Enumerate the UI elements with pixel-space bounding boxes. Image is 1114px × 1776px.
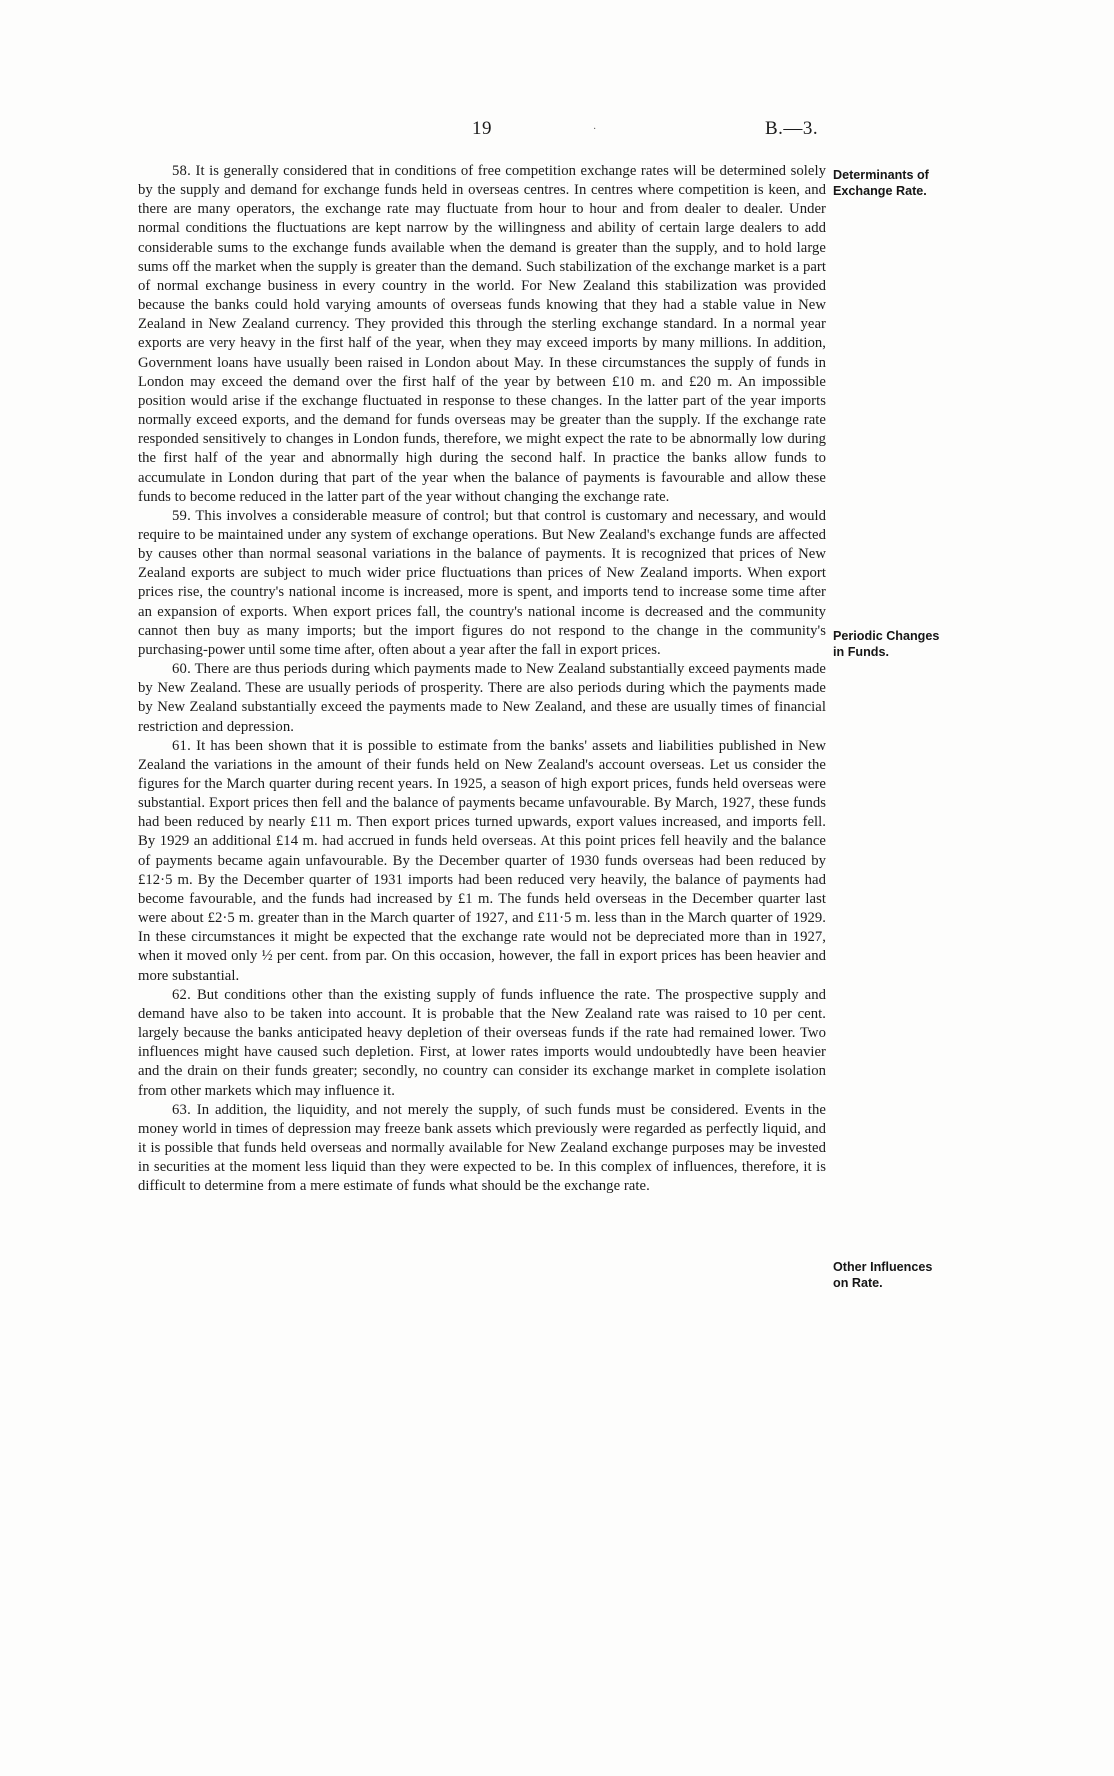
side-note-line: Other Influences (833, 1260, 933, 1274)
page-header (0, 118, 1114, 148)
paragraph-text: It has been shown that it is possible to estimate from the banks' assets and liabilities published in New Zealand the variations in the amount of their funds held on New Zealand's account overseas. Let us consider the figures for the March quarter during recent years. In 1925, a season of high export prices, funds held overseas were substantial. Export prices then fell and the balance of payments became unfavourable. By March, 1927, these funds had been reduced by nearly £11 m. Then export prices turned upwards, export values increased, and imports fell. By 1929 an additional £14 m. had accrued in funds held overseas. At this point prices fell heavily and the balance of payments became again unfavourable. By the December quarter of 1930 funds overseas had been reduced by £12·5 m. By the December quarter of 1931 imports had been reduced very heavily, the balance of payments had become favourable, and the funds had increased by £1 m. The funds held overseas in the December quarter last were about £2·5 m. greater than in the March quarter of 1927, and £11·5 m. less than in the March quarter of 1929. In these circumstances it might be expected that the exchange rate would not be depreciated more than in 1927, when it moved only ½ per cent. from par. On this occasion, however, the fall in export prices has been heavier and more substantial. (138, 737, 826, 984)
side-note-other-influences (833, 1259, 1003, 1291)
side-note-determinants (833, 167, 1003, 199)
paragraph-58 (138, 162, 826, 507)
paragraph-number: 61. (172, 737, 191, 754)
side-note-line: Exchange Rate. (833, 184, 927, 198)
side-note-periodic-changes (833, 628, 1003, 660)
paragraph-text: It is generally considered that in conditions of free competition exchange rates will be determined solely by the supply and demand for exchange funds held in overseas centres. In centres where competition is keen, and there are many operators, the exchange rate may fluctuate from hour to hour and from dealer to dealer. Under normal conditions the fluctuations are kept narrow by the willingness and ability of certain large dealers to add considerable sums to the exchange funds available when the demand is greater than the supply, and to hold large sums off the market when the supply is greater than the demand. Such stabilization of the exchange market is a part of normal exchange business in every country in the world. For New Zealand this stabilization was provided because the banks could hold varying amounts of overseas funds knowing that they had a stable value in New Zealand in New Zealand currency. They provided this through the sterling exchange standard. In a normal year exports are very heavy in the first half of the year, when they may exceed imports by many millions. In addition, Government loans have usually been raised in London about May. In these circumstances the supply of funds in London may exceed the demand over the first half of the year by between £10 m. and £20 m. An impossible position would arise if the exchange fluctuated in response to these changes. In the latter part of the year imports normally exceed exports, and the demand for funds overseas may be greater than the supply. If the exchange rate responded sensitively to changes in London funds, therefore, we might expect the rate to be abnormally low during the first half of the year and abnormally high during the second half. In practice the banks allow funds to accumulate in London during that part of the year when the balance of payments is favourable and allow these funds to become reduced in the latter part of the year without changing the exchange rate. (138, 163, 826, 505)
page-number: 19 (472, 118, 492, 139)
paragraph-62 (138, 986, 826, 1101)
paragraph-60 (138, 660, 826, 737)
paragraph-text: This involves a considerable measure of control; but that control is customary and necessary, and would require to be maintained under any system of exchange operations. But New Zealand's exchange funds are affected by causes other than normal seasonal variations in the balance of payments. It is recognized that prices of New Zealand exports are subject to much wider price fluctuations than prices of New Zealand imports. When export prices rise, the country's national income is increased, more is spent, and imports tend to increase some time after an expansion of exports. When export prices fall, the country's national income is decreased and the community cannot then buy as many imports; but the import figures do not respond to the change in the community's purchasing-power until some time after, often about a year after the fall in export prices. (138, 507, 826, 658)
paragraph-number: 63. (172, 1101, 191, 1118)
paragraph-59 (138, 507, 826, 660)
paragraph-61 (138, 737, 826, 986)
paragraph-number: 58. (172, 163, 191, 179)
paragraph-text: But conditions other than the existing supply of funds influence the rate. The prospective supply and demand have also to be taken into account. It is probable that the New Zealand rate was raised to 10 per cent. largely because the banks anticipated heavy depletion of their overseas funds if the rate had remained lower. Two influences might have caused such depletion. First, at lower rates imports would undoubtedly have been heavier and the drain on their funds greater; secondly, no country can consider its exchange market in complete isolation from other markets which may influence it. (138, 986, 826, 1099)
body-text (138, 162, 826, 1196)
document-reference: B.—3. (765, 118, 819, 139)
side-note-line: in Funds. (833, 645, 889, 659)
paragraph-text: There are thus periods during which payments made to New Zealand substantially exceed payments made by New Zealand. These are usually periods of prosperity. There are also periods during which the payments made by New Zealand substantially exceed the payments made to New Zealand, and these are usually times of financial restriction and depression. (138, 661, 826, 735)
paragraph-number: 59. (172, 507, 191, 524)
paragraph-63 (138, 1101, 826, 1197)
paragraph-number: 60. (172, 661, 191, 678)
side-note-line: on Rate. (833, 1276, 883, 1290)
side-note-line: Periodic Changes (833, 629, 940, 643)
paragraph-number: 62. (172, 986, 191, 1003)
side-note-line: Determinants of (833, 168, 929, 182)
scan-speck: · (593, 124, 597, 135)
paragraph-text: In addition, the liquidity, and not merely the supply, of such funds must be considered. Events in the money world in times of depression may freeze bank assets which previously were regarded as perfectly liquid, and it is possible that funds held overseas and normally available for New Zealand exchange purposes may be invested in securities at the moment less liquid than they were expected to be. In this complex of influences, therefore, it is difficult to determine from a mere estimate of funds what should be the exchange rate. (138, 1101, 826, 1195)
